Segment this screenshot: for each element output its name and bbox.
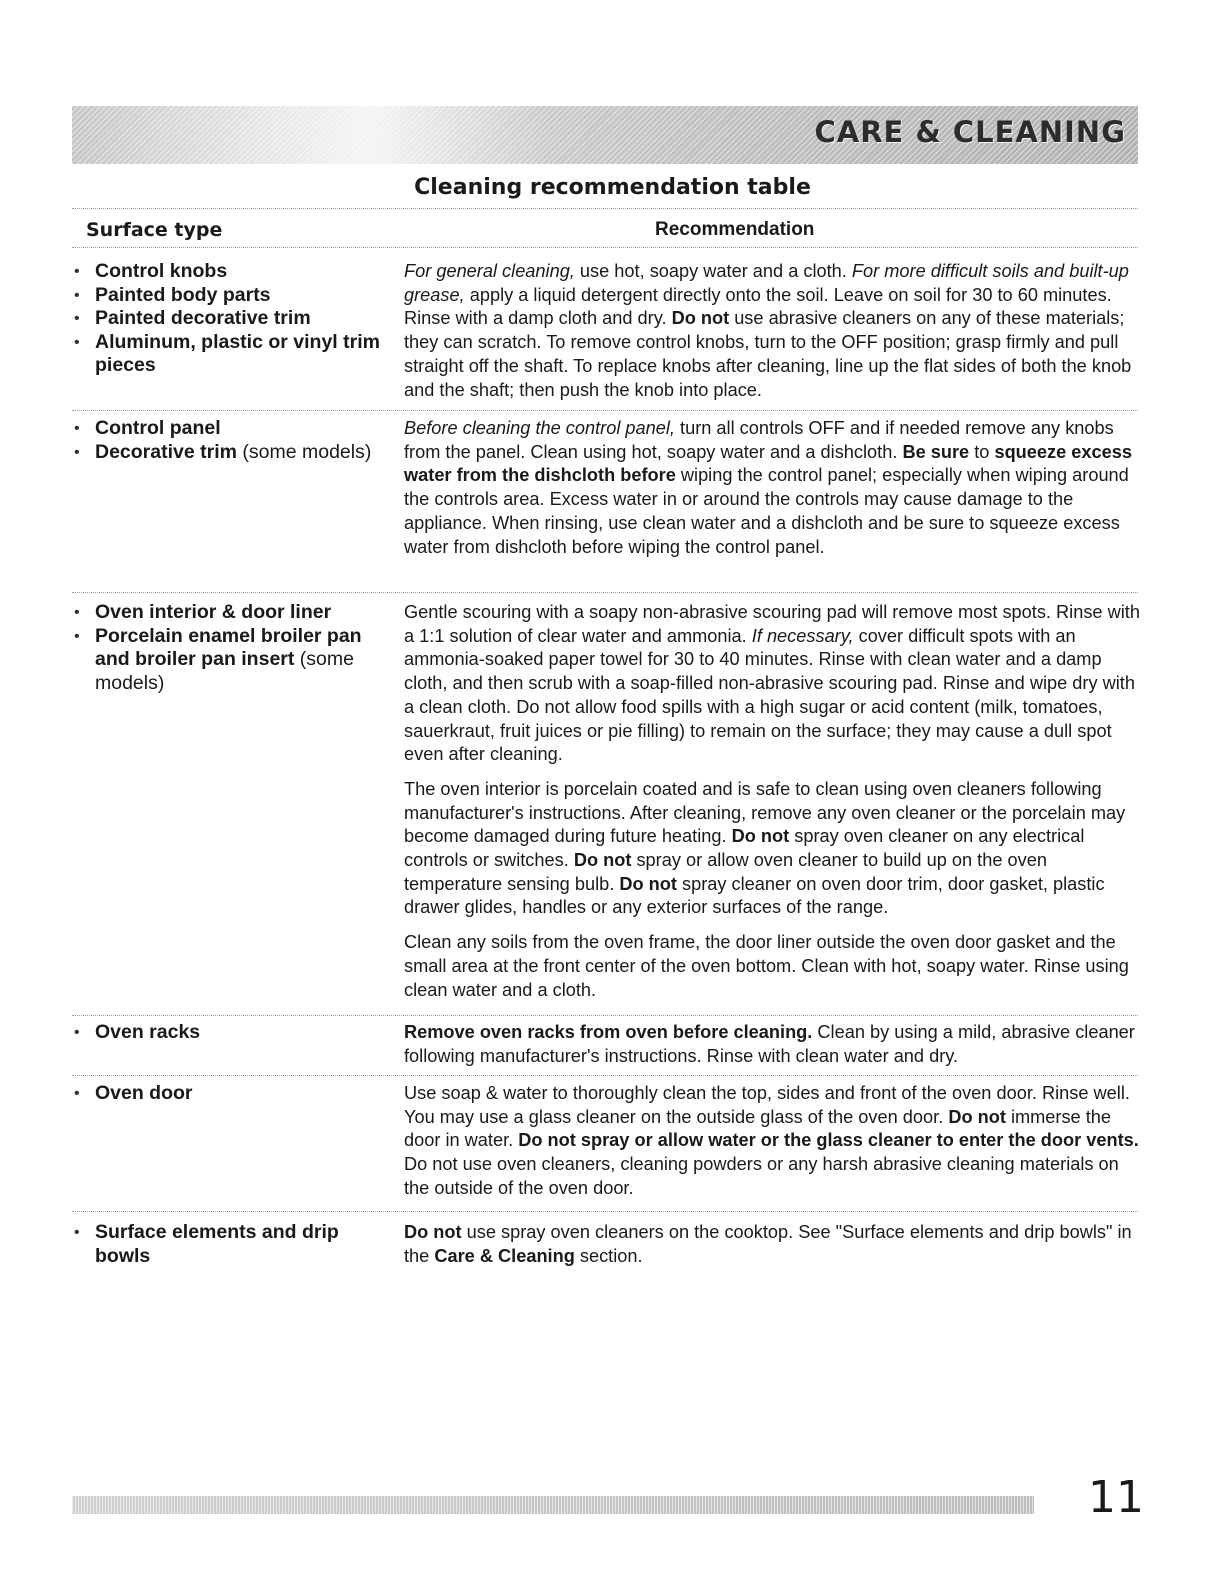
header-surface-type: Surface type [86,219,223,241]
surface-name: Oven door [95,1082,193,1104]
surface-item [72,441,397,465]
emphasis-text: Do not [671,308,730,329]
row-divider [72,592,1138,593]
row-divider [72,1015,1138,1016]
surface-note: (some models) [236,440,372,463]
body-text: use hot, soapy water and a cloth. [574,261,852,281]
section-banner [72,106,1138,164]
surface-list [72,1221,397,1268]
body-text: spray oven cleaner on any electrical controls or switches. [404,826,1085,871]
header-top-rule [72,208,1138,209]
row-divider [72,1075,1138,1076]
body-text: to [969,441,995,462]
italic-text: Before cleaning the control panel, [404,418,675,438]
surface-note: (some models) [95,648,354,694]
recommendation-cell [404,260,1144,413]
emphasis-text: Be sure [902,441,970,462]
surface-name: Control panel [95,417,221,439]
italic-text: For more difficult soils and built-up grease, [404,261,1129,305]
surface-name: Porcelain enamel broiler pan and broiler pan insert [95,624,362,670]
body-text: wiping the control panel; especially when wiping around the controls area. Excess water in or around the controls may cause damage to the appliance. When rinsing, use clean water and a dishcloth and be sure to squeeze excess water from dishcloth before wiping the control panel. [404,465,1129,557]
body-text: spray or allow oven cleaner to build up on the oven temperature sensing bulb. [404,850,1047,894]
surface-item [72,601,397,625]
emphasis-text: Do not [731,826,790,847]
surface-name: Aluminum, plastic or vinyl trim pieces [95,330,380,376]
recommendation-paragraph [404,778,1144,920]
row-divider [72,410,1138,411]
surface-name: Surface elements and drip bowls [95,1221,339,1267]
surface-item [72,331,397,378]
body-text: use spray oven cleaners on the cooktop. See "Surface elements and drip bowls" in the [404,1222,1132,1266]
body-text: use abrasive cleaners on any of these materials; they can scratch. To remove control knobs, turn to the OFF position; grasp firmly and pull straight off the shaft. To replace knobs after cleaning, line up the flat sides of both the knob and the shaft; then push the knob into place. [404,308,1132,400]
emphasis-text: Remove oven racks from oven before cleaning. [404,1022,813,1042]
body-text: apply a liquid detergent directly onto the soil. Leave on soil for 30 to 60 minutes. Rinse with a damp cloth and dry. [404,284,1112,329]
body-text: Clean by using a mild, abrasive cleaner following manufacturer's instructions. Rinse with clean water and dry. [404,1022,1135,1066]
emphasis-text: Do not [619,873,677,894]
emphasis-text: Care & Cleaning [434,1245,575,1266]
surface-item [72,625,397,696]
footer-strip [72,1496,1034,1514]
body-text: The oven interior is porcelain coated and is safe to clean using oven cleaners following manufacturer's instructions. After cleaning, remove any oven cleaner or the porcelain may become damaged during future heating. [404,778,1126,847]
emphasis-text: Do not spray or allow water or the glass cleaner to enter the door vents. [518,1130,1139,1151]
surface-list [72,1021,397,1045]
row-divider [72,1211,1138,1212]
surface-item [72,307,397,331]
recommendation-paragraph [404,1021,1144,1068]
italic-text: If necessary, [751,625,854,646]
body-text: Gentle scouring with a soapy non-abrasive scouring pad will remove most spots. Rinse with a 1:1 solution of clear water and ammonia. [404,602,1140,646]
surface-name: Oven racks [95,1021,201,1043]
body-text: spray cleaner on oven door trim, door gasket, plastic drawer glides, handles or any exterior surfaces of the range. [404,873,1105,918]
surface-item [72,1082,397,1106]
surface-item [72,1221,397,1268]
recommendation-paragraph [404,1221,1144,1268]
page-number: 11 [1088,1472,1144,1523]
emphasis-text: Do not [404,1222,462,1242]
recommendation-cell [404,417,1144,570]
recommendation-cell [404,1082,1144,1212]
surface-list [72,417,397,464]
surface-list [72,1082,397,1106]
surface-name: Decorative trim [95,440,237,463]
table-title [0,175,1225,200]
recommendation-paragraph [404,417,1144,559]
header-recommendation: Recommendation [655,219,815,240]
emphasis-text: squeeze excess water from the dishcloth before [404,441,1132,486]
surface-item [72,1021,397,1045]
body-text: Clean any soils from the oven frame, the door liner outside the oven door gasket and the small area at the front center of the oven bottom. Clean with hot, soapy water. Rinse using clean water and a cloth. [404,932,1129,1000]
body-text: immerse the door in water. [404,1106,1112,1151]
surface-name: Painted decorative trim [95,307,311,329]
recommendation-paragraph [404,1082,1144,1201]
section-title: CARE & CLEANING [814,115,1126,149]
recommendation-cell [404,1021,1144,1079]
recommendation-paragraph [404,601,1144,767]
surface-item [72,417,397,441]
italic-text: For general cleaning, [404,261,575,281]
recommendation-paragraph [404,931,1144,1002]
surface-item [72,284,397,308]
surface-item [72,260,397,284]
body-text: turn all controls OFF and if needed remove any knobs from the panel. Clean using hot, soapy water and a dishcloth. [404,418,1114,462]
surface-name: Control knobs [95,260,228,282]
recommendation-cell [404,601,1144,1013]
surface-name: Oven interior & door liner [95,601,332,623]
emphasis-text: Do not [573,850,632,871]
body-text: section. [574,1245,643,1266]
surface-name: Painted body parts [95,283,271,306]
surface-list [72,601,397,695]
surface-list [72,260,397,378]
header-bottom-rule [72,247,1138,248]
body-text: Do not use oven cleaners, cleaning powders or any harsh abrasive cleaning materials on the outside of the oven door. [404,1154,1119,1198]
recommendation-cell [404,1221,1144,1279]
recommendation-paragraph [404,260,1144,402]
body-text: Use soap & water to thoroughly clean the top, sides and front of the oven door. Rinse well. You may use a glass cleaner on the outside glass of the oven door. [404,1083,1130,1127]
table-title-text: Cleaning recommendation table [414,175,811,200]
body-text: cover difficult spots with an ammonia-soaked paper towel for 30 to 40 minutes. Rinse with clean water and a damp cloth, and then scrub with a soap-filled non-abrasive scouring pad. Rinse and wipe dry with a clean cloth. Do not allow food spills with a high sugar or acid content (milk, tomatoes, sauerkraut, fruit juices or pie filling) to remain on the surface; they may cause a dull spot even after cleaning. [404,625,1135,765]
emphasis-text: Do not [948,1106,1006,1127]
